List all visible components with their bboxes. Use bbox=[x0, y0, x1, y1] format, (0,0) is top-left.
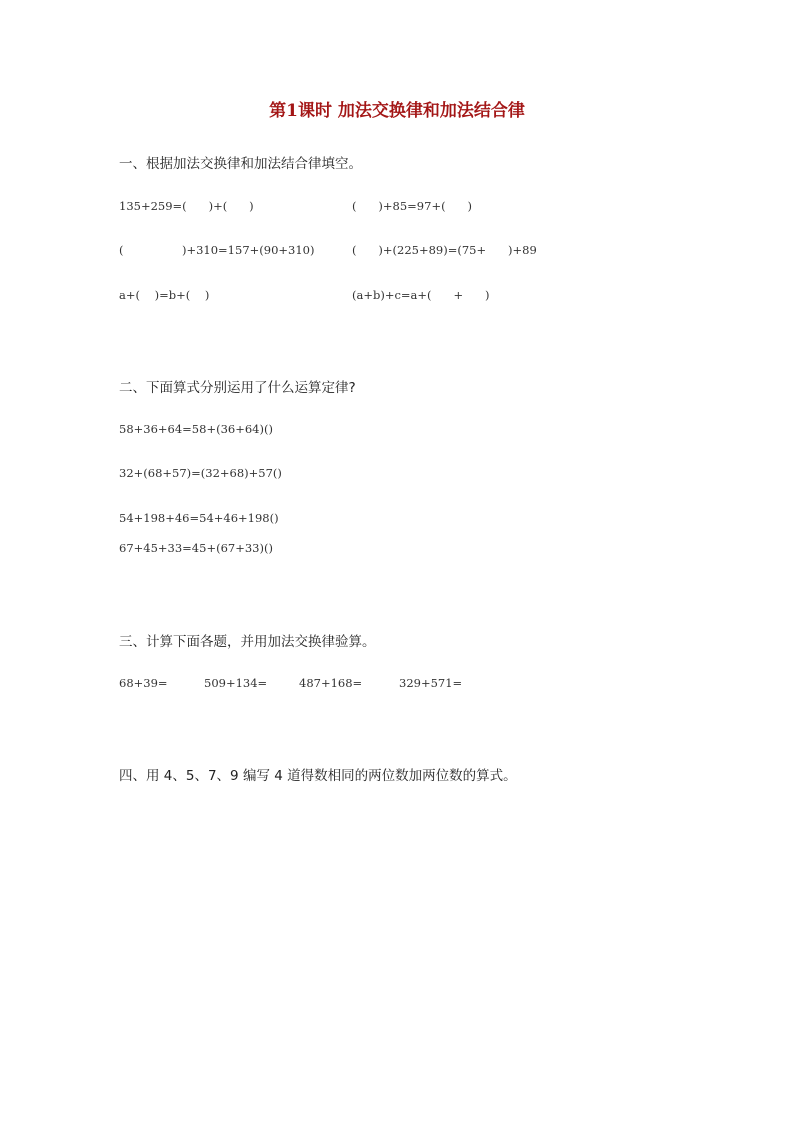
section-4-heading: 四、用 4、5、7、9 编写 4 道得数相同的两位数加两位数的算式。 bbox=[119, 768, 517, 784]
page-title: 第1课时 加法交换律和加法结合律 bbox=[269, 101, 525, 121]
calculation-item: 329+571= bbox=[399, 676, 463, 690]
law-question-item: 58+36+64=58+(36+64)() bbox=[119, 422, 273, 436]
fill-blank-item: ( )+310=157+(90+310) bbox=[119, 243, 315, 257]
section-1-heading: 一、根据加法交换律和加法结合律填空。 bbox=[119, 156, 362, 172]
law-question-item: 67+45+33=45+(67+33)() bbox=[119, 541, 273, 555]
fill-blank-item: ( )+(225+89)=(75+ )+89 bbox=[352, 243, 537, 257]
fill-blank-item: 135+259=( )+( ) bbox=[119, 199, 254, 213]
fill-blank-item: (a+b)+c=a+( + ) bbox=[352, 288, 490, 302]
section-3-heading: 三、计算下面各题，并用加法交换律验算。 bbox=[119, 634, 376, 650]
section-2-heading: 二、下面算式分别运用了什么运算定律? bbox=[119, 380, 356, 396]
fill-blank-item: a+( )=b+( ) bbox=[119, 288, 210, 302]
calculation-item: 68+39= bbox=[119, 676, 168, 690]
law-question-item: 32+(68+57)=(32+68)+57() bbox=[119, 466, 282, 480]
fill-blank-item: ( )+85=97+( ) bbox=[352, 199, 472, 213]
law-question-item: 54+198+46=54+46+198() bbox=[119, 511, 279, 525]
calculation-item: 509+134= bbox=[204, 676, 268, 690]
calculation-item: 487+168= bbox=[299, 676, 363, 690]
